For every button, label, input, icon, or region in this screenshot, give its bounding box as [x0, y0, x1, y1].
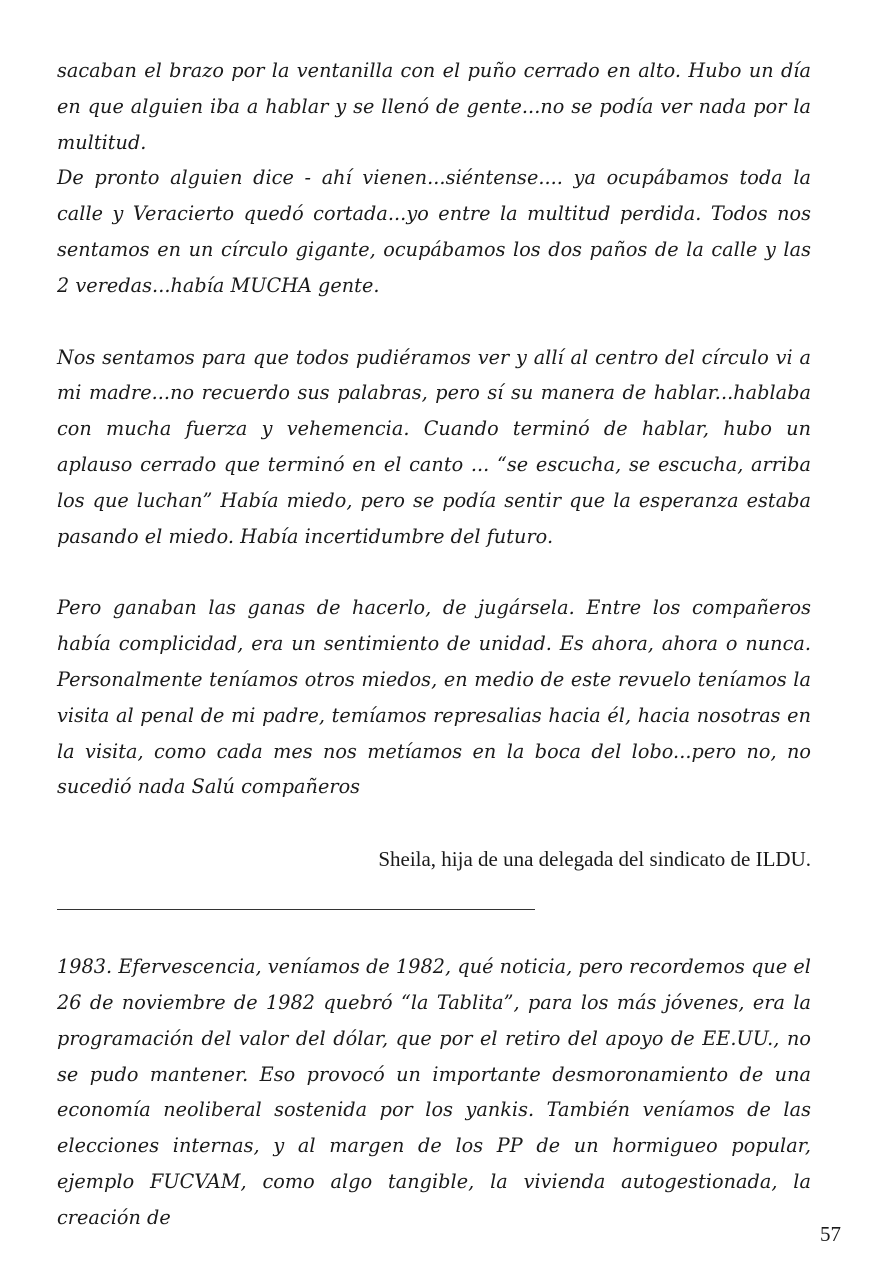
paragraph: sacaban el brazo por la ventanilla con el puño cerrado en alto. Hubo un día en que alguien iba a hablar y se llenó de gente...no se podía ver nada por la multitud.: [57, 59, 811, 154]
paragraph: Pero ganaban las ganas de hacerlo, de jugársela. Entre los compañeros había complicidad, era un sentimiento de unidad. Es ahora, ahora o nunca. Personalmente teníamos otros miedos, en medio de este revuelo teníamos la visita al penal de mi padre, temíamos represalias hacia él, hacia nosotras en la visita, como cada mes nos metíamos en la boca del lobo...pero no, no sucedió nada Salú compañeros: [57, 596, 811, 799]
paragraph-gap: [57, 805, 811, 841]
paragraph-gap: [57, 304, 811, 340]
paragraph-gap: [57, 554, 811, 590]
paragraph: 1983. Efervescencia, veníamos de 1982, qué noticia, pero recordemos que el 26 de noviembre de 1982 quebró “la Tablita”, para los más jóvenes, era la programación del valor del dólar, que por el retiro del apoyo de EE.UU., no se pudo mantener. Eso provocó un importante desmoronamiento de una economía neoliberal sostenida por los yankis. También veníamos de las elecciones internas, y al margen de los PP de un hormigueo popular, ejemplo FUCVAM, como algo tangible, la vivienda autogestionada, la creación de: [57, 955, 811, 1229]
page-content: [57, 53, 811, 1236]
signature: Sheila, hija de una delegada del sindicato de ILDU.: [378, 847, 811, 872]
paragraph: Nos sentamos para que todos pudiéramos ver y allí al centro del círculo vi a mi madre...no recuerdo sus palabras, pero sí su manera de hablar...hablaba con mucha fuerza y vehemencia. Cuando terminó de hablar, hubo un aplauso cerrado que terminó en el canto ... “se escucha, se escucha, arriba los que luchan” Había miedo, pero se podía sentir que la esperanza estaba pasando el miedo. Había incertidumbre del futuro.: [57, 345, 811, 548]
page-number: 57: [820, 1222, 841, 1246]
paragraph: De pronto alguien dice - ahí vienen...siéntense.... ya ocupábamos toda la calle y Veracierto quedó cortada...yo entre la multitud perdida. Todos nos sentamos en un círculo gigante, ocupábamos los dos paños de la calle y las 2 veredas...había MUCHA gente.: [57, 166, 811, 297]
divider-line: [57, 909, 535, 910]
section-divider: [57, 877, 811, 949]
